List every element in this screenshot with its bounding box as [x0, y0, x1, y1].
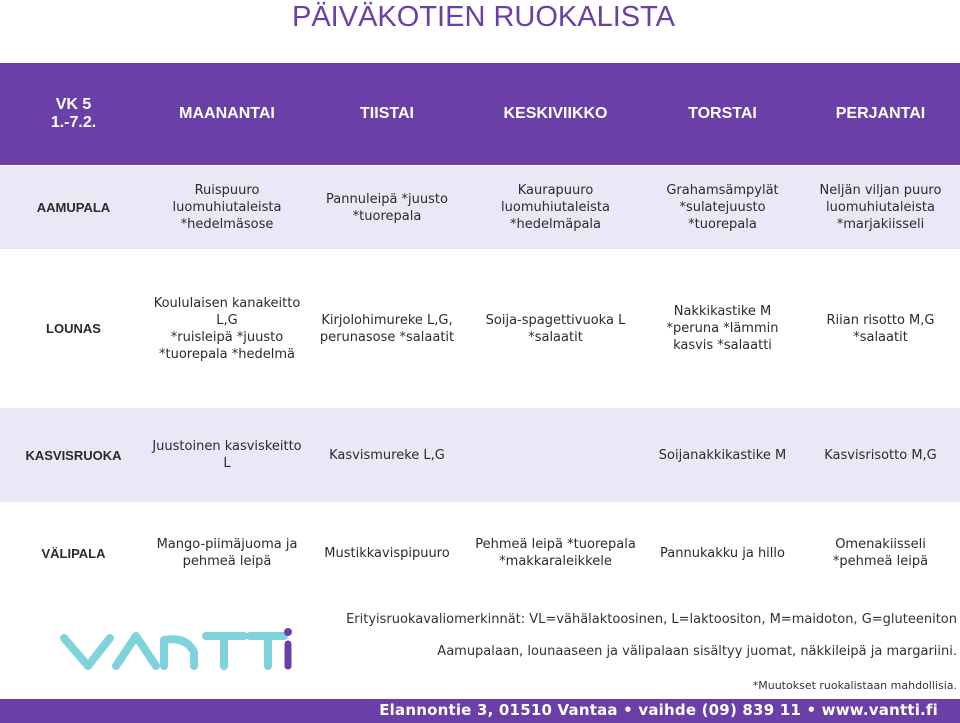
row-label: AAMUPALA — [0, 166, 147, 250]
vantti-logo — [58, 624, 294, 674]
menu-item-line: Mango-piimäjuoma ja — [156, 537, 298, 552]
menu-item-line: *salaatit — [528, 329, 583, 345]
menu-item-line: *salaatit — [853, 329, 908, 345]
menu-cell — [467, 166, 644, 250]
day-header-monday: MAANANTAI — [147, 63, 307, 166]
menu-item-line: *peruna *lämmin — [666, 321, 779, 336]
included-note: Aamupalaan, lounaaseen ja välipalaan sisältyy juomat, näkkileipä ja margariini. — [437, 644, 957, 659]
menu-cell — [644, 408, 801, 503]
menu-item-line: Neljän viljan puuro — [819, 183, 942, 198]
menu-cell — [467, 408, 644, 503]
footer-contact: Elannontie 3, 01510 Vantaa • vaihde (09) 839 11 • www.vantti.fi — [379, 701, 938, 719]
menu-item-line: Soijanakkikastike M — [658, 447, 787, 463]
menu-item-line: Kasvisrisotto M,G — [824, 447, 937, 463]
row-lounas — [0, 250, 960, 408]
day-header-wednesday: KESKIVIIKKO — [467, 63, 644, 166]
menu-cell — [801, 503, 960, 604]
menu-item-line: Pehmeä leipä *tuorepala — [475, 537, 636, 552]
menu-cell — [147, 166, 307, 250]
menu-cell — [801, 408, 960, 503]
menu-item-line: Grahamsämpylät — [666, 183, 779, 198]
menu-cell — [147, 408, 307, 503]
footer-bar — [0, 699, 960, 723]
menu-item-line: *tuorepala — [688, 217, 757, 232]
menu-item-line: Juustoinen kasviskeitto L — [152, 439, 302, 471]
menu-item-line: *marjakiisseli — [836, 217, 925, 232]
menu-cell — [307, 166, 467, 250]
menu-cell — [644, 250, 801, 408]
menu-item-line: Nakkikastike M — [673, 304, 772, 319]
menu-item-line: Koululaisen kanakeitto L,G — [153, 295, 301, 328]
menu-cell — [467, 503, 644, 604]
menu-cell — [307, 250, 467, 408]
menu-cell — [307, 408, 467, 503]
menu-item-line: luomuhiutaleista — [501, 200, 610, 215]
menu-item-line: *tuorepala *hedelmä — [158, 346, 295, 362]
page-title: PÄIVÄKOTIEN RUOKALISTA — [292, 1, 676, 33]
diet-legend: Erityisruokavaliomerkinnät: VL=vähälaktoosinen, L=laktoositon, M=maidoton, G=gluteeniton — [346, 612, 957, 627]
menu-item-line: perunasose *salaatit — [319, 329, 455, 345]
menu-item-line: Pannukakku ja hillo — [660, 545, 785, 561]
row-label: LOUNAS — [0, 250, 147, 408]
menu-cell — [801, 250, 960, 408]
menu-item-line: *ruisleipä *juusto — [170, 329, 284, 345]
menu-cell — [147, 503, 307, 604]
day-header-tuesday: TIISTAI — [307, 63, 467, 166]
menu-cell — [644, 503, 801, 604]
menu-item-line: *sulatejuusto — [679, 200, 766, 215]
row-label: VÄLIPALA — [0, 503, 147, 604]
week-label: VK 5 1.-7.2. — [0, 63, 147, 166]
row-aamupala — [0, 166, 960, 250]
row-kasvisruoka — [0, 408, 960, 503]
row-label: KASVISRUOKA — [0, 408, 147, 503]
menu-item-line: Kirjolohimureke L,G, — [321, 312, 453, 328]
menu-item-line: Soija-spagettivuoka L — [485, 312, 626, 328]
menu-item-line: Kasvismureke L,G — [329, 447, 445, 463]
menu-item-line: pehmeä leipä — [182, 554, 272, 569]
menu-item-line: Kaurapuuro — [517, 183, 594, 198]
day-header-friday: PERJANTAI — [801, 63, 960, 166]
changes-note: *Muutokset ruokalistaan mahdollisia. — [752, 679, 957, 692]
menu-item-line: *pehmeä leipä — [832, 554, 929, 569]
menu-item-line: *hedelmäpala — [509, 217, 602, 232]
menu-item-line: *tuorepala — [352, 208, 422, 224]
menu-item-line: *makkaraleikkele — [499, 554, 612, 569]
row-valipala — [0, 503, 960, 604]
menu-item-line: Mustikkavispipuuro — [324, 545, 450, 561]
menu-cell — [147, 250, 307, 408]
logo-mark — [64, 628, 292, 666]
menu-item-line: kasvis *salaatti — [673, 338, 772, 353]
menu-cell — [307, 503, 467, 604]
day-header-thursday: TORSTAI — [644, 63, 801, 166]
menu-item-line: Ruispuuro — [194, 183, 260, 198]
menu-item-line: *hedelmäsose — [180, 217, 274, 232]
menu-item-line: Pannuleipä *juusto — [326, 191, 448, 207]
menu-cell — [467, 250, 644, 408]
menu-item-line: Riian risotto M,G — [826, 312, 935, 328]
menu-item-line: Omenakiisseli — [835, 537, 926, 552]
menu-cell — [801, 166, 960, 250]
menu-item-line: luomuhiutaleista — [826, 200, 935, 215]
menu-cell — [644, 166, 801, 250]
menu-table — [0, 63, 960, 604]
menu-item-line: luomuhiutaleista — [172, 200, 282, 215]
header-row — [0, 63, 960, 166]
